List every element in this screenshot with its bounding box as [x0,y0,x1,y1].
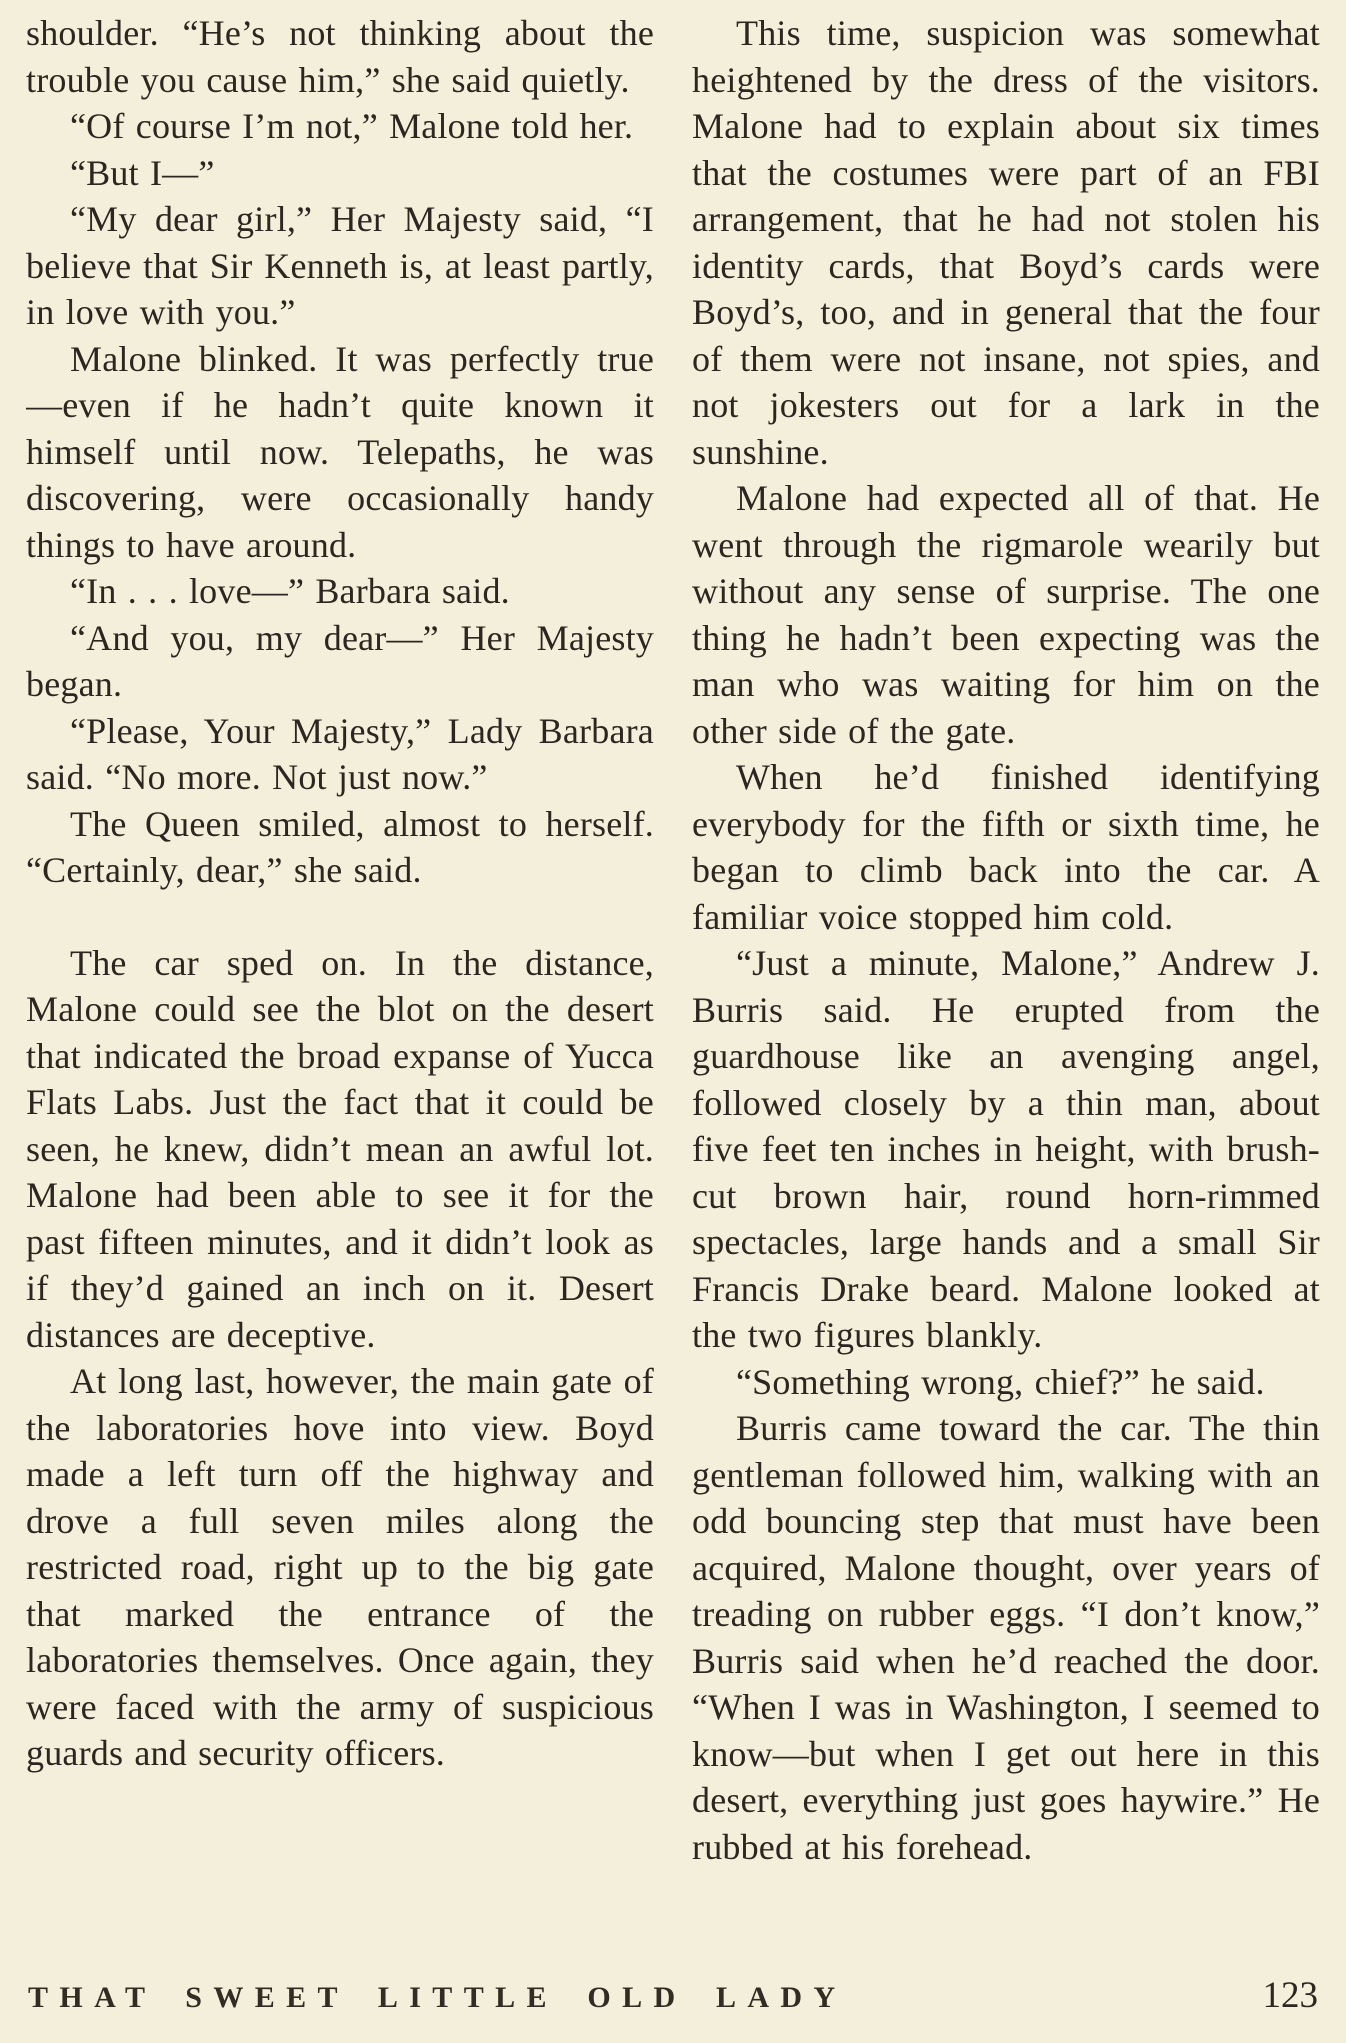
right-column [692,10,1320,1956]
running-title: THAT SWEET LITTLE OLD LADY [28,1981,847,2014]
paragraph: “But I—” [70,152,215,193]
paragraph: Malone had expected all of that. He went through the rigmarole wearily but without any sense of surprise. The one thing he hadn’t been expecting was the man who was waiting for him on the other side of the gate. [692,478,1320,751]
paragraph: “Just a minute, Malone,” Andrew J. Burris said. He erupted from the guardhouse like an avenging angel, followed closely by a thin man, about five feet ten inches in height, with brush-cut brown hair, round horn-rimmed spectacles, large hands and a small Sir Francis Drake beard. Malone looked at the two figures blankly. [692,943,1320,1355]
page-number: 123 [1262,1975,1318,2016]
paragraph: “Something wrong, chief?” he said. [736,1361,1265,1402]
paragraph: The Queen smiled, almost to herself. “Certainly, dear,” she said. [26,803,654,890]
page-footer [26,1974,1320,2017]
left-column [26,10,654,1956]
paragraph: shoulder. “He’s not thinking about the trouble you cause him,” she said quietly. [26,13,654,100]
paragraph: When he’d finished identifying everybody for the fifth or sixth time, he began to climb back into the car. A familiar voice stopped him cold. [692,757,1320,937]
paragraph: At long last, however, the main gate of the laboratories hove into view. Boyd made a left turn off the highway and drove a full seven miles along the restricted road, right up to the big gate that marked the entrance of the laboratories themselves. Once again, they were faced with the army of suspicious guards and security officers. [26,1361,654,1773]
paragraph: “In . . . love—” Barbara said. [70,571,510,611]
paragraph: “Of course I’m not,” Malone told her. [70,106,634,146]
paragraph: “And you, my dear—” Her Majesty began. [26,617,654,704]
paragraph: This time, suspicion was somewhat heightened by the dress of the visitors. Malone had to explain about six times that the costumes were part of an FBI arrangement, that he had not stolen his identity cards, that Boyd’s cards were Boyd’s, too, and in general that the four of them were not insane, not spies, and not jokesters out for a lark in the sunshine. [692,13,1320,472]
paragraph: The car sped on. In the distance, Malone could see the blot on the desert that indicated the broad expanse of Yucca Flats Labs. Just the fact that it could be seen, he knew, didn’t mean an awful lot. Malone had been able to see it for the past fifteen minutes, and it didn’t look as if they’d gained an inch on it. Desert distances are deceptive. [26,942,654,1355]
paragraph: “My dear girl,” Her Majesty said, “I believe that Sir Kenneth is, at least partly, in love with you.” [26,199,654,332]
paragraph: “Please, Your Majesty,” Lady Barbara said. “No more. Not just now.” [26,710,654,797]
paragraph: Burris came toward the car. The thin gentleman followed him, walking with an odd bouncing step that must have been acquired, Malone thought, over years of treading on rubber eggs. “I don’t know,” Burris said when he’d reached the door. “When I was in Washington, I seemed to know—but when I get out here in this desert, everything just goes haywire.” He rubbed at his forehead. [692,1408,1320,1867]
paragraph: Malone blinked. It was perfectly true—even if he hadn’t quite known it himself until now. Telepaths, he was discovering, were occasionally handy things to have around. [26,338,654,565]
text-columns [26,10,1320,1956]
